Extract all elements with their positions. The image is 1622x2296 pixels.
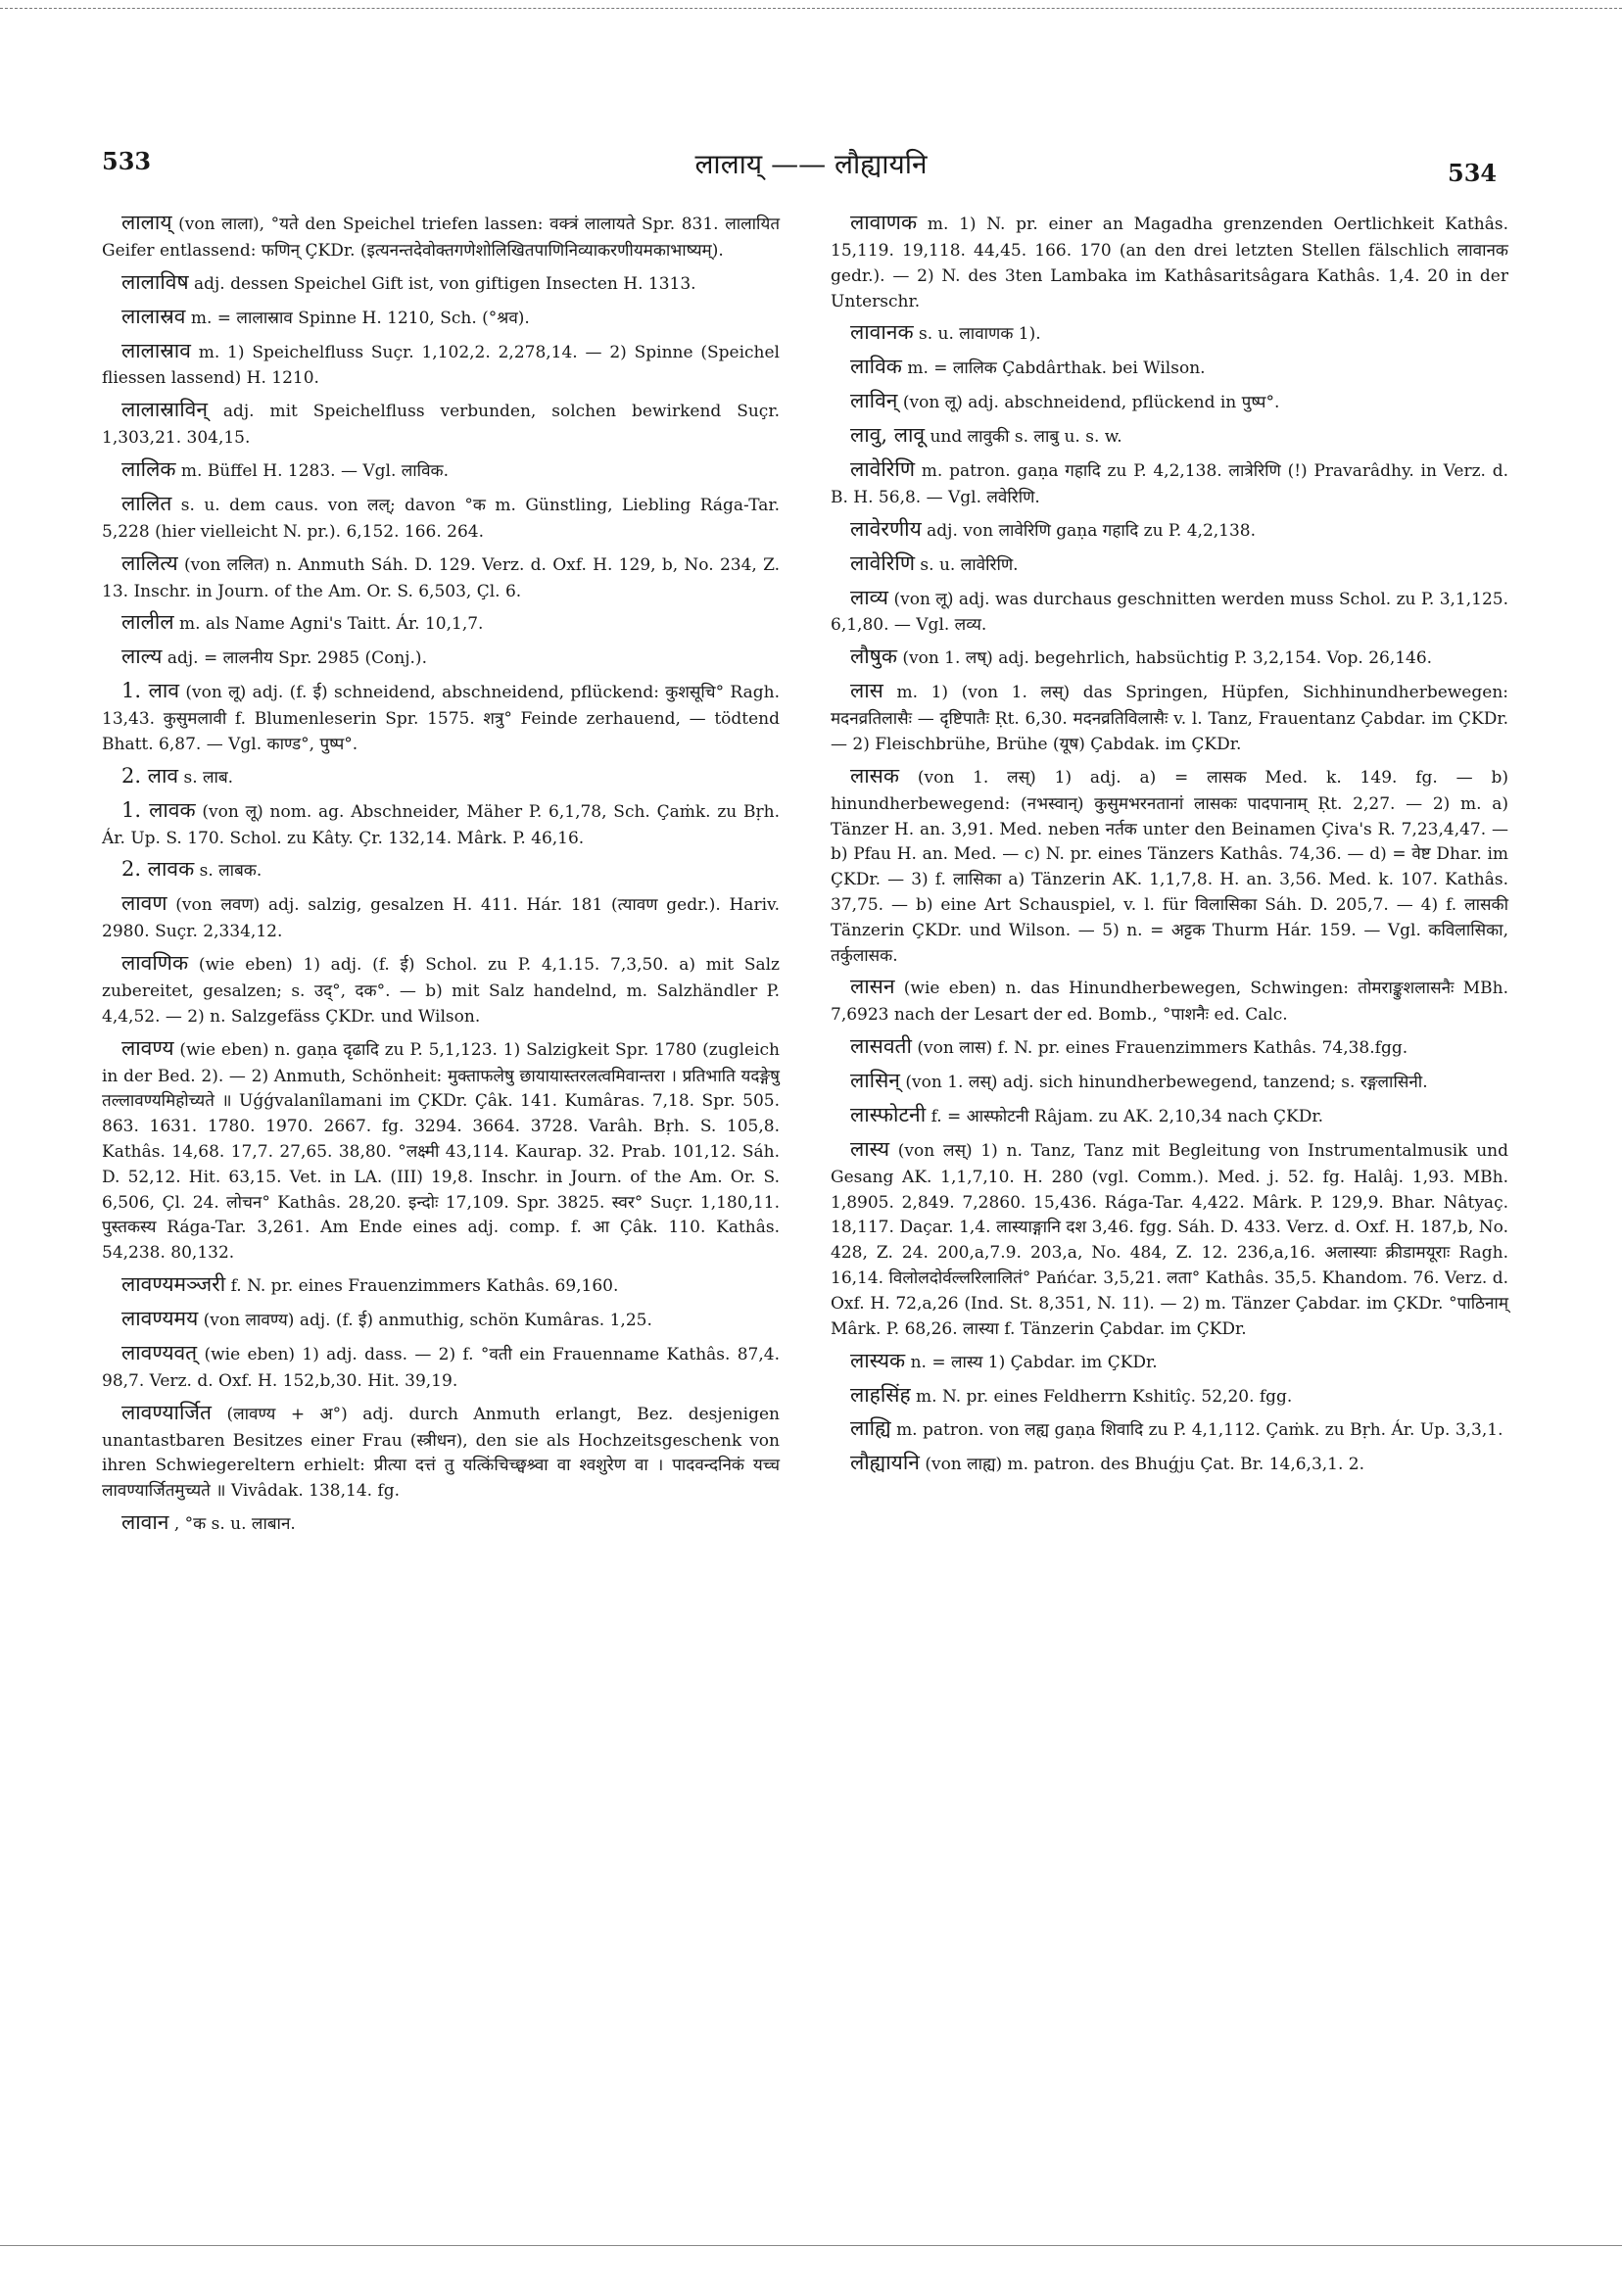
entry-headword: लावण्यमय <box>121 1307 199 1331</box>
entry-text: m. patron. gaṇa गहादि zu P. 4,2,138. लात्रेरिणि (!) Pravarâdhy. in Verz. d. B. H. 56,8. — Vgl. लवेरिणि. <box>831 461 1508 507</box>
entry-text: s. u. लावेरिणि. <box>920 554 1019 575</box>
dictionary-entry <box>831 420 1508 452</box>
entry-text: m. = लालास्राव Spinne H. 1210, Sch. (°श्रव). <box>190 308 530 328</box>
dictionary-entry <box>102 854 780 885</box>
right-page-number: 534 <box>1448 159 1498 187</box>
entry-text: s. लाब. <box>183 767 234 788</box>
entry-text: (von 1. लष्) adj. begehrlich, habsüchtig P. 3,2,154. Vop. 26,146. <box>902 648 1433 669</box>
entry-headword: लास्य <box>850 1136 890 1161</box>
entry-text: f. = आस्फोटनी Râjam. zu AK. 2,10,34 nach ÇKDr. <box>930 1107 1324 1127</box>
entry-text: (wie eben) n. gaṇa दृढादि zu P. 5,1,123. 1) Salzigkeit Spr. 1780 (zugleich in der Bed. 2). — 2) Anmuth, Schönheit: मुक्ताफलेषु छायायास्तरलत्वमिवान्तरा । प्रतिभाति यदङ्गेषु तल्लावण्यमिहोच्यते ॥ Uǵǵvalanîlamani im ÇKDr. Çâk. 141. Kumâras. 7,18. Spr. 505. 863. 1631. 1780. 1970. 2667. fg. 3294. 3664. 3728. Varâh. Bṛh. S. 105,8. Kathâs. 14,68. 17,7. 27,65. 38,80. °लक्ष्मी 43,114. Kaurap. 32. Prab. 101,12. Sáh. D. 52,12. Hit. 63,15. Vet. in LA. (III) 19,8. Inschr. in Journ. of the Am. Or. S. 6,506, Çl. 24. लोचन° Kathâs. 28,20. इन्दोः 17,109. Spr. 3825. स्वर° Suçr. 1,180,11. पुस्तकस्य Rága-Tar. 3,261. Am Ende eines adj. comp. f. आ Çâk. 110. Kathâs. 54,238. 80,132. <box>102 1039 780 1264</box>
dictionary-entry <box>102 676 780 758</box>
dictionary-entry <box>831 676 1508 758</box>
entry-text: s. लाबक. <box>199 861 262 882</box>
entry-text: s. u. लावाणक 1). <box>918 324 1041 345</box>
dictionary-entry <box>831 1346 1508 1377</box>
entry-text: , °क s. u. लाबान. <box>173 1514 296 1535</box>
right-column <box>831 208 1508 1482</box>
entry-headword: लावेरिणि <box>850 457 916 482</box>
dictionary-entry <box>102 888 780 945</box>
dictionary-entry <box>102 607 780 639</box>
entry-headword: लालाय् <box>121 211 172 234</box>
entry-headword: लावु, लावू <box>850 423 926 448</box>
entry-text: (von लू) adj. abschneidend, pflückend in पुष्प°. <box>902 393 1280 413</box>
entry-headword: लावण्यमञ्जरी <box>121 1272 226 1297</box>
dictionary-entry <box>831 1031 1508 1063</box>
dictionary-entry <box>831 1134 1508 1343</box>
dictionary-entry <box>831 208 1508 314</box>
dictionary-entry <box>102 761 780 792</box>
dictionary-entry <box>102 395 780 452</box>
bottom-rule <box>0 2245 1622 2246</box>
entry-headword: लावण्य <box>121 1035 174 1060</box>
entry-text: (लावण्य + अ°) adj. durch Anmuth erlangt, Bez. desjenigen unantastbaren Besitzes einer Frau (स्त्रीधन), den sie als Hochzeitsgeschenk von ihren Schwiegereltern erhielt: प्रीत्या दत्तं तु यत्किंचिच्छ्वश्र्वा वा श्वशुरेण वा । पादवन्दनिकं यच्च लावण्यार्जितमुच्यते ॥ Vivâdak. 138,14. fg. <box>102 1404 780 1502</box>
entry-text: n. = लास्य 1) Çabdar. im ÇKDr. <box>910 1352 1158 1372</box>
entry-text: m. als Name Agni's Taitt. Ár. 10,1,7. <box>179 614 484 635</box>
entry-headword: लावणिक <box>121 951 189 976</box>
dictionary-entry <box>831 454 1508 511</box>
entry-headword: लावेरिणि <box>850 550 916 575</box>
entry-text: m. Büffel H. 1283. — Vgl. लाविक. <box>180 461 449 482</box>
entry-text: (von लू) adj. (f. ई) schneidend, abschneidend, pflückend: कुशसूचि° Ragh. 13,43. कुसुमलावी f. Blumenleserin Spr. 1575. शत्रु° Feinde zerhauend, — tödtend Bhatt. 6,87. — Vgl. काण्ड°, पुष्प°. <box>102 683 780 754</box>
entry-text: (von लाह्य) m. patron. des Bhuǵju Çat. Br. 14,6,3,1. 2. <box>925 1455 1365 1475</box>
entry-headword: लालित <box>121 491 172 515</box>
entry-headword: लासवती <box>850 1034 912 1059</box>
entry-text: m. patron. von लह्य gaṇa शिवादि zu P. 4,1,112. Çaṁk. zu Bṛh. Ár. Up. 3,3,1. <box>896 1420 1503 1441</box>
entry-headword: लाल्य <box>121 645 163 669</box>
dictionary-entry <box>102 1398 780 1505</box>
entry-headword: लालास्राव <box>121 338 191 362</box>
dictionary-entry <box>102 1269 780 1301</box>
entry-headword: लाव्य <box>850 585 889 609</box>
dictionary-entry <box>102 1507 780 1539</box>
entry-text: (von 1. लस्) adj. sich hinundherbewegend, tanzend; s. रङ्गलासिनी. <box>905 1073 1428 1093</box>
entry-text: (von लू) adj. was durchaus geschnitten werden muss Schol. zu P. 3,1,125. 6,1,80. — Vgl. लव्य. <box>831 589 1508 636</box>
entry-headword: लालित्य <box>121 550 178 575</box>
dictionary-entry <box>102 208 780 264</box>
entry-headword: लालास्राविन् <box>121 398 208 422</box>
dictionary-entry <box>831 352 1508 383</box>
entry-headword: लाविन् <box>850 389 898 413</box>
entry-text: (wie eben) n. das Hinundherbewegen, Schwingen: तोमराङ्कुशलासनैः MBh. 7,6923 nach der Lesart der ed. Bomb., °पाशनैः ed. Calc. <box>831 979 1508 1026</box>
entry-headword: लालाविष <box>121 269 189 294</box>
dictionary-entry <box>831 1448 1508 1479</box>
dictionary-entry <box>102 795 780 852</box>
entry-headword: लावान <box>121 1510 169 1535</box>
dictionary-entry <box>102 549 780 605</box>
dictionary-entry <box>102 1338 780 1395</box>
entry-headword: लावानक <box>850 320 914 345</box>
entry-headword: लास्फोटनी <box>850 1103 927 1127</box>
entry-headword: लावण्यवत् <box>121 1340 198 1364</box>
entry-text: m. = लालिक Çabdârthak. bei Wilson. <box>907 359 1206 379</box>
dictionary-entry <box>831 642 1508 673</box>
entry-text: m. N. pr. eines Feldherrn Kshitîç. 52,20. fgg. <box>916 1386 1293 1407</box>
entry-headword: लावण्यार्जित <box>121 1400 212 1424</box>
entry-headword: लावेरणीय <box>850 516 922 541</box>
entry-text: adj. = लालनीय Spr. 2985 (Conj.). <box>167 648 427 669</box>
entry-text: (von लस्) 1) n. Tanz, Tanz mit Begleitung von Instrumentalmusik und Gesang AK. 1,1,7,10. H. 280 (vgl. Comm.). Med. j. 52. fg. Halâj. 1,93. MBh. 1,8905. 2,849. 7,2860. 15,436. Rága-Tar. 4,422. Mârk. P. 129,9. Bhar. Nâtyaç. 18,117. Daçar. 1,4. लास्याङ्गानि दश 3,46. fgg. Sáh. D. 433. Verz. d. Oxf. H. 187,b, No. 428, Z. 24. 200,a,7.9. 203,a, No. 484, Z. 12. 236,a,16. अलास्याः क्रीडामयूराः Ragh. 16,14. विलोलदोर्वल्लरिलालितं° Pańćar. 3,5,21. लता° Kathâs. 35,5. Khandom. 76. Verz. d. Oxf. H. 72,a,26 (Ind. St. 8,351, N. 11). — 2) m. Tänzer Çabdar. im ÇKDr. °पाठिनाम् Mârk. P. 68,26. लास्या f. Tänzerin Çabdar. im ÇKDr. <box>831 1140 1509 1339</box>
entry-text: adj. von लावेरिणि gaṇa गहादि zu P. 4,2,138. <box>927 520 1257 541</box>
entry-headword: लाहसिंह <box>850 1382 911 1407</box>
dictionary-entry <box>831 1066 1508 1097</box>
entry-headword: लासक <box>850 763 900 788</box>
dictionary-entry <box>102 489 780 546</box>
entry-text: (von 1. लस्) 1) adj. a) = लासक Med. k. 149. fg. — b) hinundherbewegend: (नभस्वान्) कुसुमभरनतानां लासकः पादपानाम् Ṛt. 2,27. — 2) m. a) Tänzer H. an. 3,91. Med. neben नर्तक unter den Beinamen Çiva's R. 7,23,4,47. — b) Pfau H. an. Med. — c) N. pr. eines Tänzers Kathâs. 74,36. — d) = वेष्ट Dhar. im ÇKDr. — 3) f. लासिका a) Tänzerin AK. 1,1,7,8. H. an. 3,56. Med. k. 107. Kathâs. 37,75. — b) eine Art Schauspiel, v. l. für विलासिका Sáh. D. 205,7. — 4) f. लासकी Tänzerin ÇKDr. und Wilson. — 5) n. = अट्टक Thurm Hár. 159. — Vgl. कविलासिका, तर्कुलासक. <box>831 767 1509 966</box>
dictionary-entry <box>831 1380 1508 1411</box>
entry-text: f. N. pr. eines Frauenzimmers Kathâs. 69,160. <box>230 1276 619 1297</box>
entry-headword: 1. लावक <box>121 797 196 822</box>
left-column <box>102 208 780 1542</box>
dictionary-entry <box>102 1033 780 1268</box>
dictionary-entry <box>831 549 1508 580</box>
entry-text: m. 1) Speichelfluss Suçr. 1,102,2. 2,278,14. — 2) Spinne (Speichel fliessen lassend) H. 1210. <box>102 342 780 389</box>
entry-headword: 2. लावक <box>121 857 195 882</box>
entry-text: (von लाला), °यते den Speichel triefen lassen: वक्त्रं लालायते Spr. 831. लालायित Geifer entlassend: फणिन् ÇKDr. (इत्यनन्तदेवोक्तगणेशोलिखितपाणिनिव्याकरणीयमकाभाष्यम्). <box>102 215 781 261</box>
entry-headword: लावण <box>121 891 167 916</box>
dictionary-entry <box>831 972 1508 1028</box>
entry-headword: लौह्यायनि <box>850 1451 920 1475</box>
dictionary-entry <box>831 514 1508 546</box>
entry-headword: लासन <box>850 975 895 999</box>
entry-text: und लावुकी s. लाबु u. s. w. <box>930 427 1122 448</box>
entry-text: adj. mit Speichelfluss verbunden, solchen bewirkend Suçr. 1,303,21. 304,15. <box>102 402 780 449</box>
dictionary-entry <box>102 642 780 673</box>
entry-text: (von लास) f. N. pr. eines Frauenzimmers Kathâs. 74,38.fgg. <box>917 1038 1408 1059</box>
entry-text: (wie eben) 1) adj. dass. — 2) f. °वती ein Frauenname Kathâs. 87,4. 98,7. Verz. d. Oxf. H. 152,b,30. Hit. 39,19. <box>102 1344 780 1391</box>
entry-text: m. 1) N. pr. einer an Magadha grenzenden Oertlichkeit Kathâs. 15,119. 19,118. 44,45. 166. 170 (an den drei letzten Stellen fälschlich लावानक gedr.). — 2) N. des 3ten Lambaka im Kathâsaritsâgara Kathâs. 1,4. 20 in der Unterschr. <box>831 215 1508 311</box>
entry-headword: 1. लाव <box>121 679 179 703</box>
entry-text: (wie eben) 1) adj. (f. ई) Schol. zu P. 4,1.15. 7,3,50. a) mit Salz zubereitet, gesalzen; s. उद्°, दक°. — b) mit Salz handelnd, m. Salzhändler P. 4,4,52. — 2) n. Salzgefäss ÇKDr. und Wilson. <box>102 955 780 1027</box>
dictionary-entry <box>102 267 780 299</box>
entry-headword: लावाणक <box>850 211 918 234</box>
entry-headword: लासिन् <box>850 1069 900 1093</box>
entry-text: (von ललित) n. Anmuth Sáh. D. 129. Verz. d. Oxf. H. 129, b, No. 234, Z. 13. Inschr. in Journ. of the Am. Or. S. 6,503, Çl. 6. <box>102 554 781 601</box>
entry-text: (von लवण) adj. salzig, gesalzen H. 411. Hár. 181 (त्यावण gedr.). Hariv. 2980. Suçr. 2,334,12. <box>102 895 780 942</box>
entry-headword: 2. लाव <box>121 763 179 788</box>
entry-text: (von लावण्य) adj. (f. ई) anmuthig, schön Kumâras. 1,25. <box>203 1311 652 1331</box>
dictionary-entry <box>102 454 780 486</box>
entry-text: m. 1) (von 1. लस्) das Springen, Hüpfen, Sichhinundherbewegen: मदनव्रतिलासैः — दृष्टिपातैः Ṛt. 6,30. मदनव्रतिविलासैः v. l. Tanz, Frauentanz Çabdar. im ÇKDr. — 2) Fleischbrühe, Brühe (यूष) Çabdak. im ÇKDr. <box>831 683 1508 754</box>
dictionary-entry <box>831 761 1508 970</box>
entry-headword: लाविक <box>850 355 902 379</box>
running-header-title: लालाय् —— लौह्यायनि <box>694 148 928 180</box>
entry-headword: लास <box>850 679 883 703</box>
dictionary-entry <box>102 1304 780 1335</box>
dictionary-entry <box>102 302 780 333</box>
entry-text: adj. dessen Speichel Gift ist, von giftigen Insecten H. 1313. <box>194 273 696 294</box>
entry-headword: लौषुक <box>850 645 897 669</box>
left-page-number: 533 <box>102 147 152 175</box>
entry-text: s. u. dem caus. von लल्; davon °क m. Günstling, Liebling Rága-Tar. 5,228 (hier vielleicht N. pr.). 6,152. 166. 264. <box>102 495 781 542</box>
dictionary-entry <box>831 317 1508 349</box>
dictionary-entry <box>102 336 780 393</box>
entry-headword: लालास्रव <box>121 304 186 328</box>
entry-headword: लास्यक <box>850 1348 906 1372</box>
dictionary-entry <box>831 583 1508 640</box>
dictionary-entry <box>102 948 780 1030</box>
entry-text: (von लू) nom. ag. Abschneider, Mäher P. 6,1,78, Sch. Çaṁk. zu Bṛh. Ár. Up. S. 170. Schol. zu Kâty. Çr. 132,14. Mârk. P. 46,16. <box>102 801 781 848</box>
top-rule <box>0 8 1622 9</box>
entry-headword: लालिक <box>121 457 176 482</box>
dictionary-entry <box>831 386 1508 417</box>
entry-headword: लालील <box>121 610 174 635</box>
dictionary-entry <box>831 1100 1508 1131</box>
entry-headword: लाह्यि <box>850 1416 891 1441</box>
dictionary-entry <box>831 1413 1508 1445</box>
